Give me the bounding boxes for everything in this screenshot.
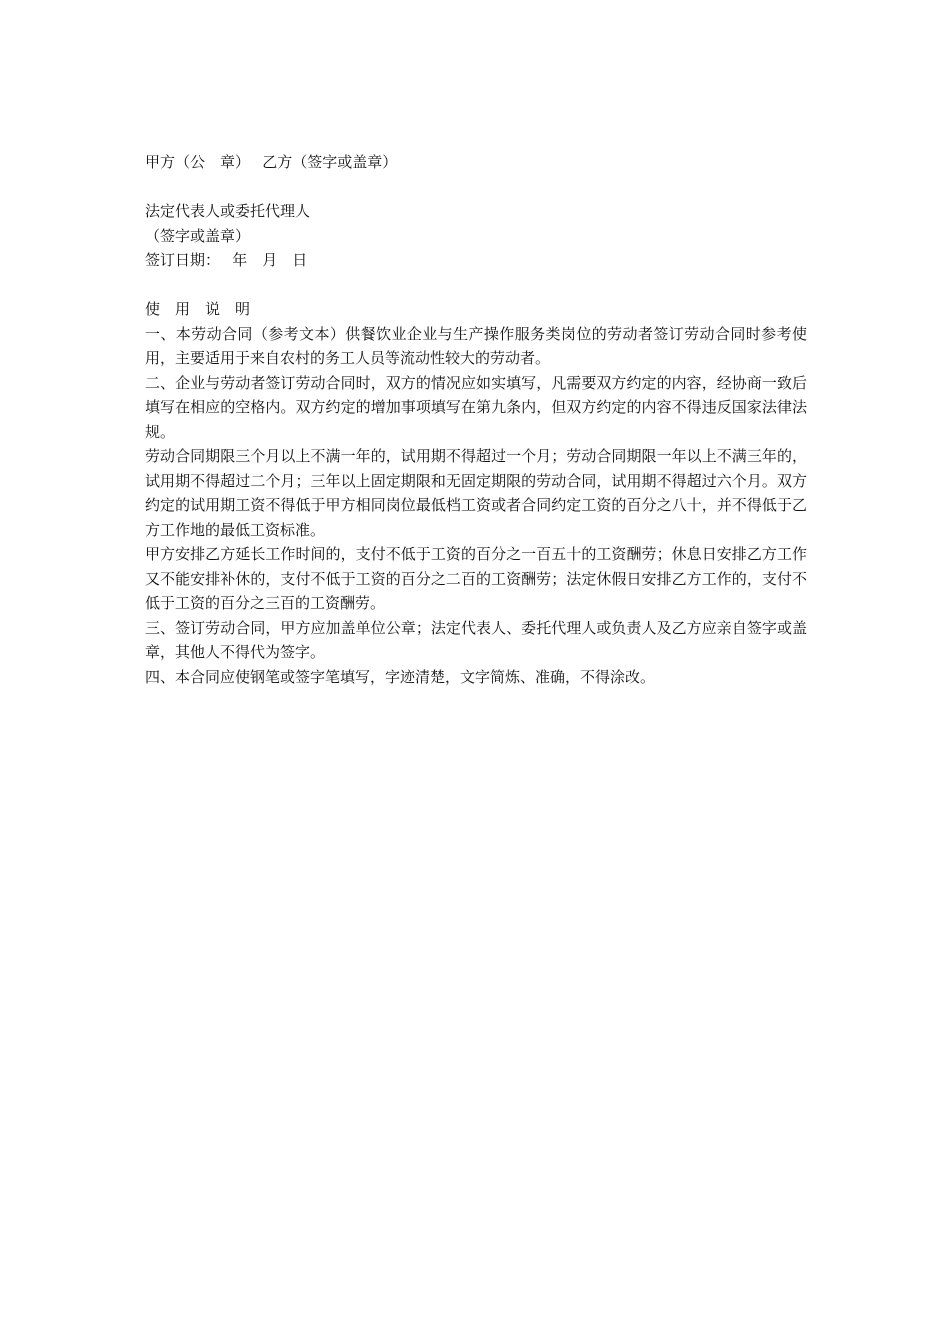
instruction-item-3: 三、签订劳动合同，甲方应加盖单位公章；法定代表人、委托代理人或负责人及乙方应亲自签字或盖章，其他人不得代为签字。 [145, 618, 807, 661]
instruction-item-4: 四、本合同应使钢笔或签字笔填写，字迹清楚，文字简炼、准确，不得涂改。 [145, 667, 656, 686]
instruction-item-overtime: 甲方安排乙方延长工作时间的，支付不低于工资的百分之一百五十的工资酬劳；休息日安排乙方工作又不能安排补休的，支付不低于工资的百分之二百的工资酬劳；法定休假日安排乙方工作的，支付不低于工资的百分之三百的工资酬劳。 [145, 545, 807, 612]
instruction-item-1: 一、本劳动合同（参考文本）供餐饮业企业与生产操作服务类岗位的劳动者签订劳动合同时参考使用，主要适用于来自农村的务工人员等流动性较大的劳动者。 [145, 324, 807, 367]
legal-representative-line: 法定代表人或委托代理人 [145, 202, 311, 220]
sign-date-line: 签订日期： 年 月 日 [145, 251, 308, 269]
spacer [145, 273, 807, 298]
instruction-item-2: 二、企业与劳动者签订劳动合同时，双方的情况应如实填写，凡需要双方约定的内容，经协商一致后填写在相应的空格内。双方约定的增加事项填写在第九条内，但双方约定的内容不得违反国家法律法规。 [145, 373, 807, 441]
sign-or-seal-line: （签字或盖章） [145, 226, 251, 245]
document-body [145, 150, 807, 689]
spacer [145, 175, 807, 200]
instruction-item-probation: 劳动合同期限三个月以上不满一年的，试用期不得超过一个月；劳动合同期限一年以上不满三年的，试用期不得超过二个月；三年以上固定期限和无固定期限的劳动合同，试用期不得超过六个月。双方约定的试用期工资不得低于甲方相同岗位最低档工资或者合同约定工资的百分之八十，并不得低于乙方工作地的最低工资标准。 [145, 447, 807, 539]
signature-parties-line: 甲方（公 章） 乙方（签字或盖章） [145, 153, 398, 171]
instructions-title: 使 用 说 明 [145, 300, 251, 318]
